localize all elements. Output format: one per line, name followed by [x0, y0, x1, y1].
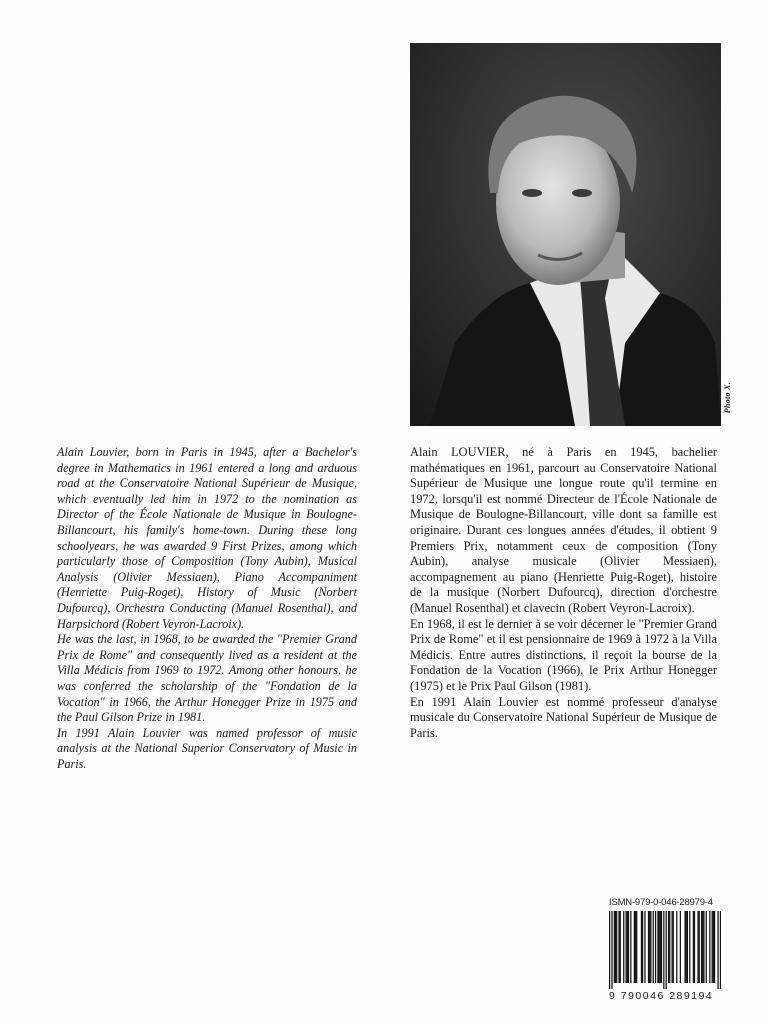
portrait-photo — [410, 43, 721, 426]
barcode-bar — [663, 911, 664, 989]
barcode-bar — [684, 911, 685, 983]
barcode-bar — [626, 911, 627, 983]
barcode-bar — [671, 911, 672, 983]
barcode-bar — [615, 911, 616, 983]
barcode-bar — [661, 911, 662, 983]
barcode-bar — [649, 911, 650, 983]
barcode-bar — [620, 911, 621, 983]
french-biography — [410, 445, 717, 741]
barcode-bar — [697, 911, 698, 983]
barcode-bar — [655, 911, 656, 983]
barcode-bar — [676, 911, 677, 983]
barcode-bar — [686, 911, 687, 983]
barcode-bar — [687, 911, 688, 983]
barcode-bar — [627, 911, 628, 983]
english-paragraph: Alain Louvier, born in Paris in 1945, after a Bachelor's degree in Mathematics in 1961 entered a long and arduous road at the Conservatoire National Supérieur de Musique, which eventually led him in 1972 to the nomination as Director of the École Nationale de Musique in Boulogne-Billancourt, his family's home-town. During these long schoolyears, he was awarded 9 First Prizes, among which particularly those of Composition (Tony Aubin), Musical Analysis (Olivier Messiaen), Piano Accompaniment (Henriette Puig-Roget), History of Music (Norbert Dufourcq), Orchestra Conducting (Manuel Rosenthal), and Harpsichord (Robert Veyron-Lacroix). — [57, 445, 357, 631]
barcode-bar — [653, 911, 654, 983]
barcode-bar — [634, 911, 635, 983]
barcode-bar — [616, 911, 617, 983]
barcode-bar — [642, 911, 643, 983]
barcode-bar — [628, 911, 629, 983]
barcode-bar — [669, 911, 670, 983]
portrait-photo-image — [410, 43, 721, 426]
barcode-bar — [614, 911, 615, 983]
ismn-label: ISMN-979-0-046-28979-4 — [609, 897, 713, 908]
french-paragraph: En 1968, il est le dernier à se voir décerner le "Premier Grand Prix de Rome" et il est pensionnaire de 1969 à 1972 à la Villa Médicis. Entre autres distinctions, il reçoit la bourse de la Fondation de la Vocation (1966), le Prix Arthur Honegger (1975) et le Prix Paul Gilson (1981). — [410, 616, 717, 693]
barcode-bar — [636, 911, 637, 983]
barcode-bar — [659, 911, 660, 983]
barcode-bar — [689, 911, 690, 983]
barcode-number: 9 790046 289194 — [609, 990, 714, 1002]
barcode-bar — [706, 911, 707, 983]
barcode-bar — [694, 911, 695, 983]
barcode-bar — [703, 911, 704, 983]
barcode-bar — [673, 911, 674, 983]
barcode-bar — [668, 911, 669, 983]
barcode-bar — [648, 911, 649, 983]
barcode-bar — [618, 911, 619, 983]
english-biography — [57, 445, 357, 772]
barcode-bar — [712, 911, 713, 983]
photo-credit: Photo X. — [723, 382, 732, 414]
french-paragraph: En 1991 Alain Louvier est nommé professeur d'analyse musicale du Conservatoire National Supérieur de Musique de Paris. — [410, 694, 717, 740]
barcode-bar — [630, 911, 631, 983]
barcode-bar — [623, 911, 624, 983]
barcode-bar — [680, 911, 681, 983]
english-paragraph: He was the last, in 1968, to be awarded the "Premier Grand Prix de Rome" and consequently lived as a resident at the Villa Médicis from 1969 to 1972. Among other honours, he was conferred the scholarship of the "Fondation de la Vocation" in 1966, the Arthur Honegger Prize in 1975 and the Paul Gilson Prize in 1981. — [57, 632, 357, 725]
barcode-bar — [666, 911, 667, 989]
barcode-bar — [660, 911, 661, 983]
barcode-block — [609, 897, 729, 1002]
french-paragraph: Alain LOUVIER, né à Paris en 1945, bachelier mathématiques en 1961, parcourt au Conservatoire National Supérieur de Musique une longue route qu'il termine en 1972, lorsqu'il est nommé Directeur de l'École Nationale de Musique de Boulogne-Billancourt, ville dont sa famille est originaire. Durant ces longues années d'études, il obtient 9 Premiers Prix, notamment ceux de composition (Tony Aubin), analyse musicale (Olivier Messiaen), accompagnement au piano (Henriette Puig-Roget), histoire de la musique (Norbert Dufourcq), direction d'orchestre (Manuel Rosenthal) et clavecin (Robert Veyron-Lacroix). — [410, 445, 717, 615]
barcode-bar — [657, 911, 658, 983]
english-paragraph: In 1991 Alain Louvier was named professor of music analysis at the National Superior Conservatory of Music in Paris. — [57, 725, 357, 771]
barcode-bar — [644, 911, 645, 983]
barcode-bar — [699, 911, 700, 983]
barcode-bar — [650, 911, 651, 983]
barcode-bar — [611, 911, 612, 989]
barcode-bar — [713, 911, 714, 983]
barcode-bar — [641, 911, 642, 983]
barcode-image — [609, 911, 721, 989]
barcode-bar — [714, 911, 715, 983]
barcode-bar — [702, 911, 703, 983]
barcode-bar — [720, 911, 721, 989]
barcode-bar — [717, 911, 718, 989]
barcode-bar — [693, 911, 694, 983]
barcode-bar — [635, 911, 636, 983]
barcode-bar — [709, 911, 710, 983]
barcode-bar — [609, 911, 610, 989]
barcode-bar — [701, 911, 702, 983]
